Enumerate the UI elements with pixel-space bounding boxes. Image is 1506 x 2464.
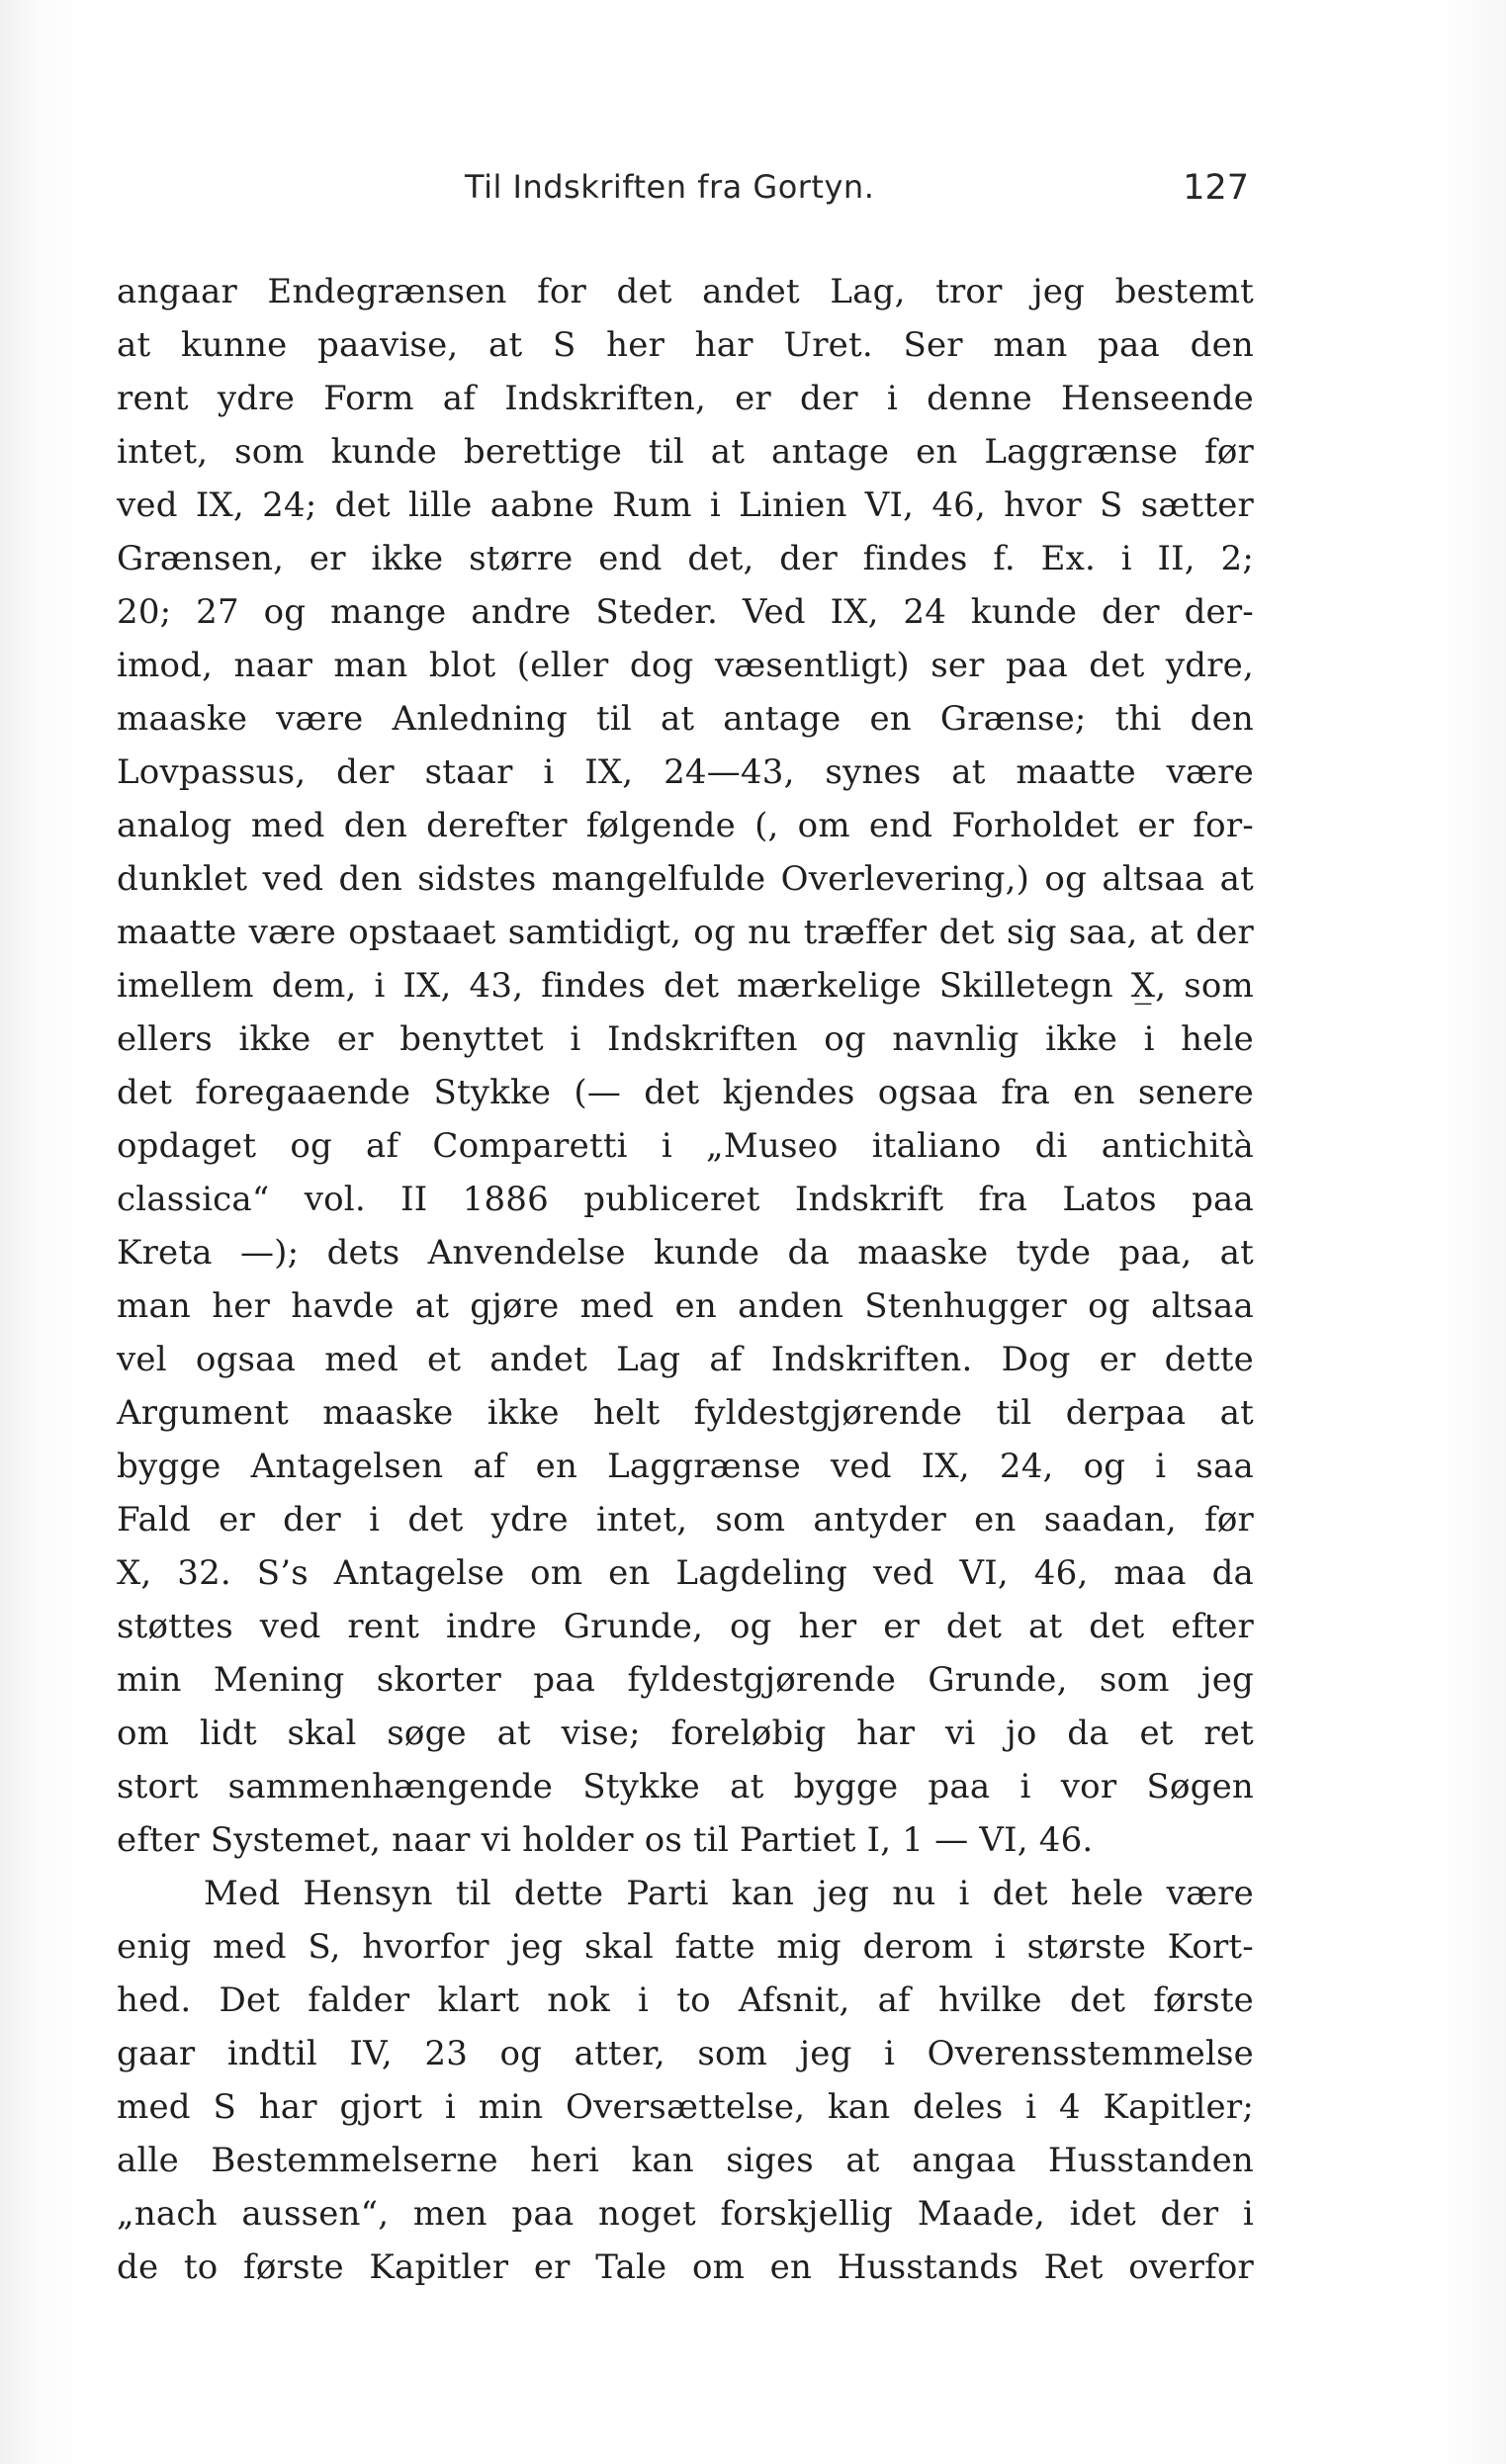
text-line: at kunne paavise, at S her har Uret. Ser man paa den — [117, 325, 1254, 365]
text-line: classica“ vol. II 1886 publiceret Indskrift fra Latos paa — [117, 1180, 1254, 1219]
text-line: om lidt skal søge at vise; foreløbig har vi jo da et ret — [117, 1714, 1254, 1753]
page-number: 127 — [1183, 168, 1249, 208]
text-line: intet, som kunde berettige til at antage en Laggrænse før — [117, 432, 1254, 472]
body-text — [117, 265, 1254, 2294]
text-line: Kreta —); dets Anvendelse kunde da maaske tyde paa, at — [117, 1233, 1254, 1273]
text-line: imod, naar man blot (eller dog væsentligt) ser paa det ydre, — [117, 646, 1254, 685]
text-line: imellem dem, i IX, 43, findes det mærkelige Skilletegn X̲, som — [117, 966, 1254, 1006]
text-line: Argument maaske ikke helt fyldestgjørende til derpaa at — [117, 1393, 1254, 1433]
text-line: man her havde at gjøre med en anden Stenhugger og altsaa — [117, 1286, 1254, 1326]
text-line: vel ogsaa med et andet Lag af Indskriften. Dog er dette — [117, 1340, 1254, 1379]
text-line: enig med S, hvorfor jeg skal fatte mig derom i største Kort- — [117, 1927, 1254, 1967]
text-line: Grænsen, er ikke større end det, der findes f. Ex. i II, 2; — [117, 539, 1254, 578]
text-line: bygge Antagelsen af en Laggrænse ved IX, 24, og i saa — [117, 1447, 1254, 1486]
text-line: opdaget og af Comparetti i „Museo italiano di antichità — [117, 1126, 1254, 1166]
text-line: X, 32. S’s Antagelse om en Lagdeling ved VI, 46, maa da — [117, 1553, 1254, 1593]
text-line: maatte være opstaaet samtidigt, og nu træffer det sig saa, at der — [117, 913, 1254, 952]
text-line: efter Systemet, naar vi holder os til Partiet I, 1 — VI, 46. — [117, 1820, 1094, 1860]
text-line: stort sammenhængende Stykke at bygge paa i vor Søgen — [117, 1767, 1254, 1806]
text-line: det foregaaende Stykke (— det kjendes ogsaa fra en senere — [117, 1073, 1254, 1112]
text-line: maaske være Anledning til at antage en Grænse; thi den — [117, 699, 1254, 739]
text-line: de to første Kapitler er Tale om en Husstands Ret overfor — [117, 2247, 1254, 2287]
text-line: Fald er der i det ydre intet, som antyder en saadan, før — [117, 1500, 1254, 1540]
page-header — [0, 168, 1506, 218]
text-line: angaar Endegrænsen for det andet Lag, tror jeg bestemt — [117, 272, 1254, 311]
text-line: dunklet ved den sidstes mangelfulde Overlevering,) og altsaa at — [117, 859, 1254, 899]
text-line: støttes ved rent indre Grunde, og her er det at det efter — [117, 1607, 1254, 1646]
text-line: min Mening skorter paa fyldestgjørende Grunde, som jeg — [117, 1660, 1254, 1700]
text-line: ellers ikke er benyttet i Indskriften og navnlig ikke i hele — [117, 1019, 1254, 1059]
text-line: alle Bestemmelserne heri kan siges at angaa Husstanden — [117, 2141, 1254, 2180]
text-line: 20; 27 og mange andre Steder. Ved IX, 24 kunde der der- — [117, 592, 1254, 632]
text-line: hed. Det falder klart nok i to Afsnit, af hvilke det første — [117, 1980, 1254, 2020]
text-line: ved IX, 24; det lille aabne Rum i Linien VI, 46, hvor S sætter — [117, 485, 1254, 525]
text-line: gaar indtil IV, 23 og atter, som jeg i Overensstemmelse — [117, 2034, 1254, 2073]
text-line: analog med den derefter følgende (, om end Forholdet er for- — [117, 806, 1254, 845]
text-line: „nach aussen“, men paa noget forskjellig Maade, idet der i — [117, 2194, 1254, 2234]
text-line: rent ydre Form af Indskriften, er der i denne Henseende — [117, 379, 1254, 418]
text-line: Lovpassus, der staar i IX, 24—43, synes at maatte være — [117, 752, 1254, 792]
paragraph-start-line: Med Hensyn til dette Parti kan jeg nu i det hele være — [204, 1874, 1254, 1913]
running-head: Til Indskriften fra Gortyn. — [465, 168, 875, 206]
text-line: med S har gjort i min Oversættelse, kan deles i 4 Kapitler; — [117, 2087, 1254, 2127]
